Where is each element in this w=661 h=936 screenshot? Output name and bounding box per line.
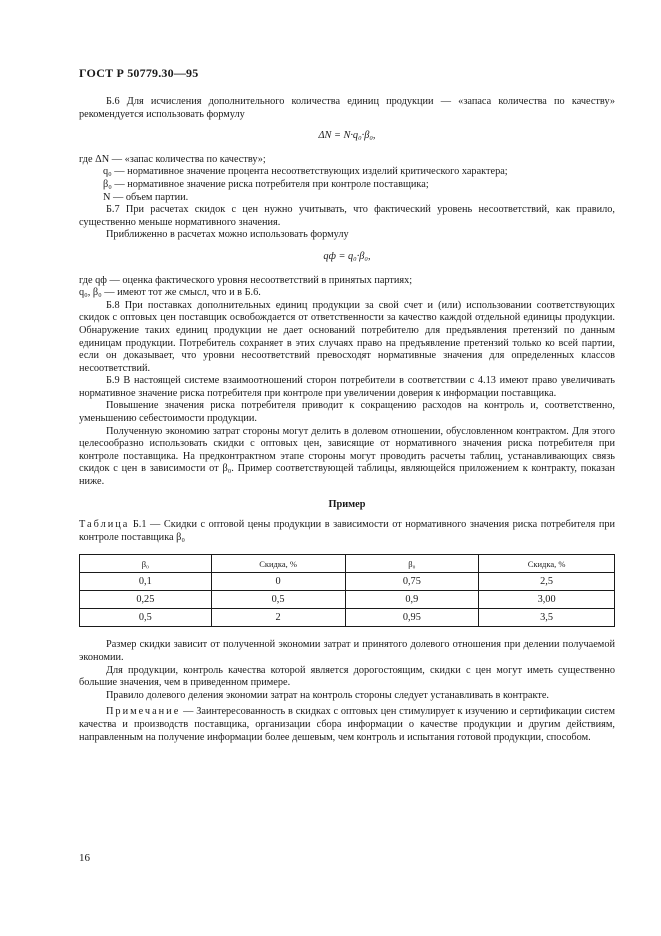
table-cell: 0,5 (80, 609, 212, 627)
table-row (80, 591, 615, 609)
clause-b9: Б.9 В настоящей системе взаимоотношений сторон потребители в соответствии с 4.13 имеют право увеличивать нормативное значение риска потребителя при контроле при увеличении доверия к информации поставщика. (79, 375, 615, 399)
formula-q-actual: qф = q₀·β₀, (323, 250, 371, 262)
paragraph-sharing-rule: Правило долевого деления экономии затрат на контроль стороны следует устанавливать в контракте. (106, 689, 549, 701)
definition-q0: q₀ — нормативное значение процента несоответствующих изделий критического характера; (103, 166, 508, 178)
page-number: 16 (79, 852, 90, 864)
discount-table (79, 554, 615, 627)
table-cell: 3,00 (479, 591, 615, 609)
example-title: Пример (328, 498, 366, 510)
table-cell: 3,5 (479, 609, 615, 627)
table-cell: 0,25 (80, 591, 212, 609)
definition-same: q₀, β₀ — имеют тот же смысл, что и в Б.6. (79, 287, 261, 299)
where-q-actual: где qф — оценка фактического уровня несоответствий в принятых партиях; (79, 274, 413, 286)
table-header-cell: β₀ (345, 555, 479, 573)
formula-delta-n: ΔN = N·q₀·β₀, (318, 130, 376, 142)
paragraph-risk-increase: Повышение значения риска потребителя приводит к сокращению расходов на контроль и, соответственно, уменьшению себестоимости продукции. (79, 400, 615, 425)
clause-b7: Б.7 При расчетах скидок с цен нужно учитывать, что фактический уровень несоответствий, как правило, существенно меньше нормативного значения. (79, 204, 615, 228)
paragraph-expensive-control: Для продукции, контроль качества которой является дорогостоящим, скидки с цен могут иметь существенно большие значения, чем в приведенном примере. (79, 664, 615, 689)
note-text: — Заинтересованность в скидках с оптовых цен стимулирует к изучению и сертификации систем качества и производств поставщика, организации сбора информации о качестве продукции и другим действиям, направленным на получение информации более дешевым, чем контроль и испытания готовой продукции, способом. (79, 706, 615, 743)
table-cell: 0,5 (211, 591, 345, 609)
table-header-cell: Скидка, % (211, 555, 345, 573)
note (79, 706, 615, 744)
table-caption-label: Таблица (79, 519, 130, 531)
clause-b8: Б.8 При поставках дополнительных единиц продукции за свой счет и (или) использовании соответствующих скидок с оптовых цен поставщик освобождается от ответственности за качество каждой отдельной единицы продукции. Обнаружение таких единиц продукции не дает оснований потребителю для предъявления претензий по данным единицам продукции. Потребитель сохраняет в этих случаях право на предъявление претензий только ко всей партии, если он доказывает, что уровни несоответствий превосходят нормативные значения для определенных классов несоответствий. (79, 299, 615, 374)
table-caption (79, 519, 615, 544)
definition-n: N — объем партии. (103, 191, 189, 203)
table-caption-text: Б.1 — Скидки с оптовой цены продукции в зависимости от нормативного значения риска потребителя при контроле поставщика β₀ (79, 519, 615, 543)
table-header-row (80, 555, 615, 573)
paragraph-discount-size: Размер скидки зависит от полученной экономии затрат и принятого долевого отношения при делении получаемой экономии. (79, 639, 615, 663)
paragraph-economy: Полученную экономию затрат стороны могут делить в долевом отношении, обусловленном контрактом. Для этого целесообразно использовать скидки с оптовых цен, зависящие от нормативного значения риска потребителя при контроле поставщика. На предконтрактном этапе стороны могут проводить расчеты таблиц, устанавливающих связь скидок с цен в зависимости от β₀. Пример соответствующей таблицы, являющейся приложением к контракту, показан ниже. (79, 425, 615, 488)
table-header-cell: β₀ (80, 555, 212, 573)
table-cell: 0,9 (345, 591, 479, 609)
table-row (80, 573, 615, 591)
where-delta-n: где ΔN — «запас количества по качеству»; (79, 153, 266, 165)
document-body (79, 96, 615, 744)
approx-intro: Приближенно в расчетах можно использовать формулу (106, 229, 349, 241)
table-row (80, 609, 615, 627)
note-label: Примечание (106, 706, 181, 718)
table-cell: 0,75 (345, 573, 479, 591)
table-cell: 0 (211, 573, 345, 591)
table-header-cell: Скидка, % (479, 555, 615, 573)
document-header: ГОСТ Р 50779.30—95 (79, 66, 199, 80)
table-cell: 2,5 (479, 573, 615, 591)
table-cell: 2 (211, 609, 345, 627)
table-cell: 0,1 (80, 573, 212, 591)
table-cell: 0,95 (345, 609, 479, 627)
definition-beta0: β₀ — нормативное значение риска потребителя при контроле поставщика; (103, 178, 429, 190)
clause-b6: Б.6 Для исчисления дополнительного количества единиц продукции — «запаса количества по качеству» рекомендуется использовать формулу (79, 96, 615, 120)
